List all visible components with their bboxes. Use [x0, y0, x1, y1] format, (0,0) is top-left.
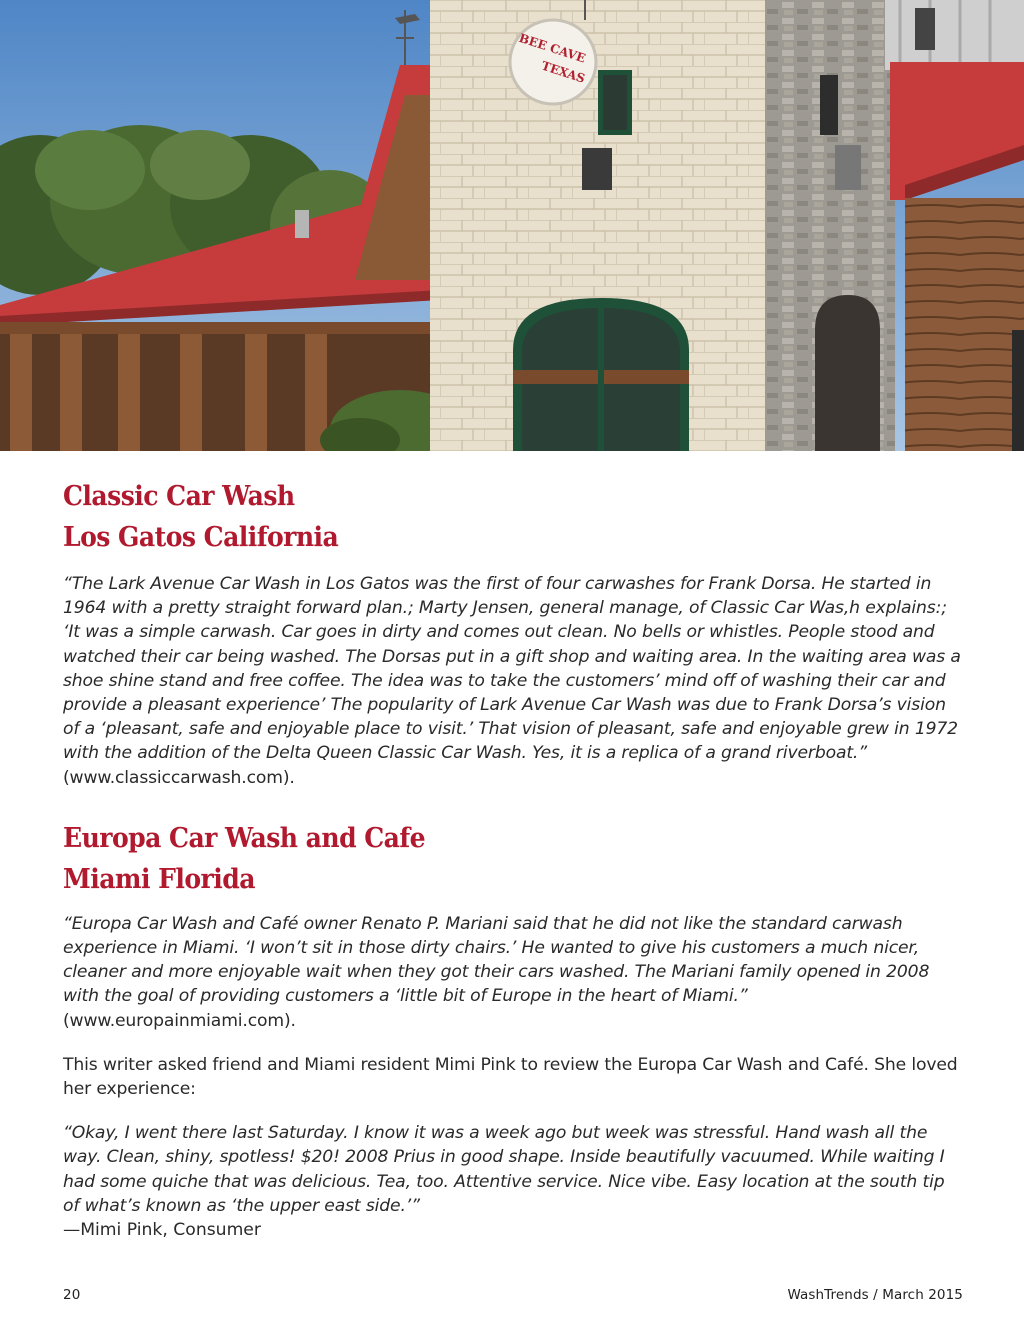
section-heading-classic-car-wash: [63, 476, 900, 558]
heading-line-1: Europa Car Wash and Cafe: [63, 822, 426, 854]
side-window: [815, 295, 880, 451]
section-heading-europa-car-wash: [63, 818, 900, 900]
mimi-pink-review: [63, 1121, 963, 1218]
sign-line-2: TEXAS: [539, 58, 587, 86]
sign-line-1: BEE CAVE: [517, 30, 588, 66]
article-body: [63, 476, 963, 1242]
page-number: 20: [63, 1287, 81, 1303]
heading-line-2: Miami Florida: [63, 863, 255, 895]
bee-cave-building-photo: [0, 0, 1024, 451]
classic-car-wash-quote: [63, 572, 963, 790]
review-text: “Okay, I went there last Saturday. I know it was a week ago but week was stressful. Hand wash all the way. Clean, shiny, spotless! $20! 2008 Prius in good shape. Inside beautifully vacuumed. While waiting I had some quiche that was delicious. Tea, too. Attentive service. Nice vibe. Easy location at the south tip of what’s known as ‘the upper east side.’”: [63, 1123, 945, 1216]
header-photo: [0, 0, 1024, 451]
review-attribution: —Mimi Pink, Consumer: [63, 1220, 261, 1241]
publication-info: WashTrends / March 2015: [787, 1287, 963, 1303]
page-footer: [63, 1287, 963, 1305]
review-intro: This writer asked friend and Miami resident Mimi Pink to review the Europa Car Wash and Café. She loved her experience:: [63, 1054, 958, 1100]
right-roof-building: [885, 0, 1024, 451]
europa-car-wash-quote: [63, 912, 963, 1033]
quote-source: (www.classiccarwash.com).: [63, 767, 295, 788]
heading-line-2: Los Gatos California: [63, 522, 339, 553]
quote-text: “The Lark Avenue Car Wash in Los Gatos was the first of four carwashes for Frank Dorsa. He started in 1964 with a pretty straight forward plan.; Marty Jensen, general manage, of Classic Car Was,h explains:; ‘It was a simple carwash. Car goes in dirty and comes out clean. No bells or whistles. People stood and watched their car being washed. The Dorsas put in a gift shop and waiting area. In the waiting area was a shoe shine stand and free coffee. The idea was to take the customers’ mind off of washing their car and provide a pleasant experience’ The popularity of Lark Avenue Car Wash was due to Frank Dorsa’s vision of a ‘pleasant, safe and enjoyable place to visit.’ That vision of pleasant, safe and enjoyable grew in 1972 with the addition of the Delta Queen Classic Car Wash. Yes, it is a replica of a grand riverboat.”: [63, 574, 961, 764]
heading-line-1: Classic Car Wash: [63, 481, 295, 512]
quote-text: “Europa Car Wash and Café owner Renato P. Mariani said that he did not like the standard carwash experience in Miami. ‘I won’t sit in those dirty chairs.’ He wanted to give his customers a much nicer, cleaner and more enjoyable wait when they got their cars washed. The Mariani family opened in 2008 with the goal of providing customers a ‘little bit of Europe in the heart of Miami.”: [63, 913, 930, 1007]
quote-source: (www.europainmiami.com).: [63, 1010, 296, 1031]
stone-tower: [430, 0, 895, 451]
